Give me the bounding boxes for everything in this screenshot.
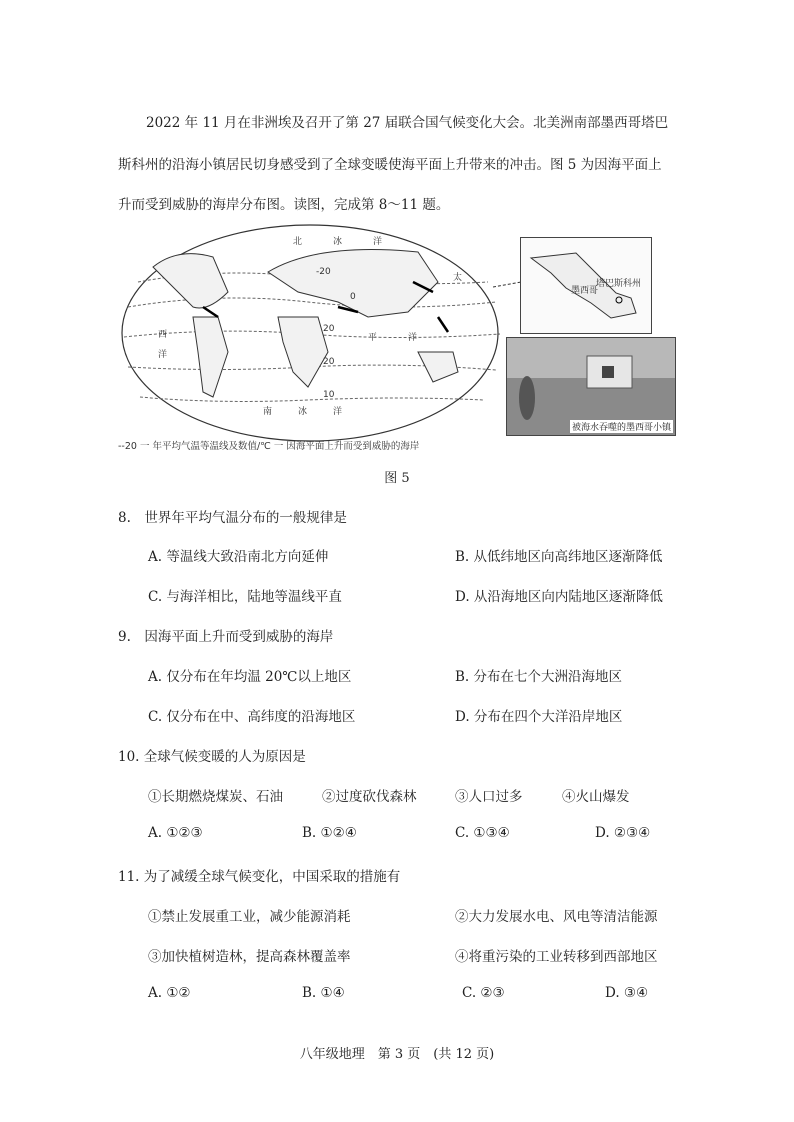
map-label: 太	[453, 273, 463, 283]
flooded-town-photo	[506, 337, 676, 436]
question-9-option-a: A. 仅分布在年均温 20℃以上地区	[148, 669, 352, 685]
question-10-option-c: C. ①③④	[455, 825, 510, 841]
intro-line-2: 斯科州的沿海小镇居民切身感受到了全球变暖使海平面上升带来的冲击。图 5 为因海平面上	[118, 157, 662, 173]
question-9-option-c: C. 仅分布在中、高纬度的沿海地区	[148, 709, 356, 725]
question-10-item-4: ④火山爆发	[562, 789, 630, 805]
mexico-inset-map	[520, 237, 652, 334]
question-11-option-c: C. ②③	[462, 985, 505, 1001]
map-label: 洋	[373, 237, 383, 247]
inset-state-label: 塔巴斯科州	[596, 279, 642, 289]
question-11-option-a: A. ①②	[148, 985, 191, 1001]
isotherm-label: 0	[350, 292, 356, 302]
question-10-item-3: ③人口过多	[455, 789, 523, 805]
map-label: 洋	[408, 333, 418, 343]
question-8-option-c: C. 与海洋相比，陆地等温线平直	[148, 589, 342, 605]
map-legend: --20 一 年平均气温等温线及数值/℃ 一 因海平面上升而受到威胁的海岸	[118, 441, 420, 452]
intro-line-1: 2022 年 11 月在非洲埃及召开了第 27 届联合国气候变化大会。北美洲南部墨西哥塔巴	[146, 115, 669, 131]
question-8-option-a: A. 等温线大致沿南北方向延伸	[148, 549, 329, 565]
question-10-stem: 10. 全球气候变暖的人为原因是	[118, 749, 306, 765]
map-label: 洋	[333, 407, 343, 417]
question-11-item-3: ③加快植树造林，提高森林覆盖率	[148, 949, 351, 965]
isotherm-label: -20	[316, 267, 331, 277]
world-map	[118, 222, 503, 444]
question-10-option-d: D. ②③④	[595, 825, 651, 841]
isotherm-label: 20	[323, 324, 335, 334]
isotherm-label: 20	[323, 357, 335, 367]
question-10-item-2: ②过度砍伐森林	[322, 789, 417, 805]
question-11-item-2: ②大力发展水电、风电等清洁能源	[455, 909, 658, 925]
map-label: 南	[263, 407, 273, 417]
figure-5	[118, 222, 678, 462]
photo-caption: 被海水吞噬的墨西哥小镇	[570, 420, 673, 433]
question-11-stem: 11. 为了减缓全球气候变化，中国采取的措施有	[118, 869, 401, 885]
question-8-option-d: D. 从沿海地区向内陆地区逐渐降低	[455, 589, 663, 605]
connector-line	[493, 277, 523, 297]
question-10-option-a: A. ①②③	[148, 825, 203, 841]
map-label: 冰	[333, 237, 343, 247]
question-8-stem: 8. 世界年平均气温分布的一般规律是	[118, 510, 347, 526]
question-11-option-d: D. ③④	[605, 985, 649, 1001]
question-10-item-1: ①长期燃烧煤炭、石油	[148, 789, 283, 805]
question-9-option-d: D. 分布在四个大洋沿岸地区	[455, 709, 623, 725]
map-label: 北	[293, 237, 303, 247]
page-footer: 八年级地理 第 3 页 (共 12 页)	[299, 1047, 495, 1062]
question-11-item-4: ④将重污染的工业转移到西部地区	[455, 949, 658, 965]
question-11-option-b: B. ①④	[302, 985, 345, 1001]
intro-line-3: 升而受到威胁的海岸分布图。读图，完成第 8～11 题。	[118, 197, 450, 213]
map-label: 西	[158, 330, 168, 340]
map-label: 冰	[298, 407, 308, 417]
question-11-item-1: ①禁止发展重工业，减少能源消耗	[148, 909, 351, 925]
map-label: 平	[368, 333, 378, 343]
inset-country-label: 墨西哥	[571, 286, 599, 296]
question-9-stem: 9. 因海平面上升而受到威胁的海岸	[118, 629, 334, 645]
isotherm-label: 10	[323, 390, 335, 400]
figure-caption: 图 5	[384, 471, 410, 486]
question-8-option-b: B. 从低纬地区向高纬地区逐渐降低	[455, 549, 663, 565]
question-10-option-b: B. ①②④	[302, 825, 357, 841]
question-9-option-b: B. 分布在七个大洲沿海地区	[455, 669, 623, 685]
map-label: 洋	[158, 350, 168, 360]
